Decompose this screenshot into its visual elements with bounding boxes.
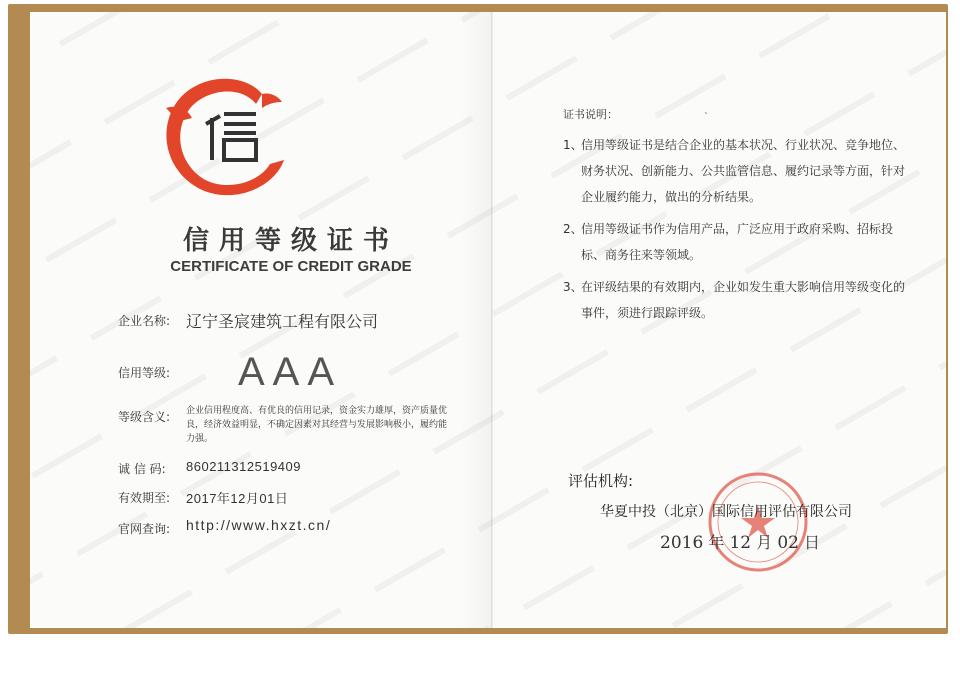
notes-heading: 证书说明： <box>563 108 618 121</box>
evaluator-label: 评估机构: <box>568 472 634 490</box>
credit-grade: AAA <box>238 350 343 394</box>
official-seal-icon <box>706 470 810 574</box>
issue-month: 12 <box>729 533 752 553</box>
fold-shadow <box>460 12 491 628</box>
day-unit: 日 <box>804 533 821 552</box>
validity-label: 有效期至: <box>118 491 171 505</box>
issue-date <box>660 530 820 553</box>
note-item <box>563 132 909 210</box>
company-name: 辽宁圣宸建筑工程有限公司 <box>186 312 379 331</box>
certificate-title-cn: 信用等级证书 <box>182 226 399 256</box>
month-unit: 月 <box>756 533 773 552</box>
note-text: 在评级结果的有效期内，企业如发生重大影响信用等级变化的事件，须进行跟踪评级。 <box>581 280 906 320</box>
note-number: 3、 <box>563 280 583 294</box>
grade-meaning: 企业信用程度高、有优良的信用记录，资金实力雄厚，资产质量优良，经济效益明显，不确定因素对其经营与发展影响极小，履约能力强。 <box>186 406 448 444</box>
code-label: 诚 信 码: <box>118 462 166 476</box>
website-link[interactable]: http://www.hxzt.cn/ <box>186 517 332 533</box>
issue-day: 02 <box>777 533 799 553</box>
credit-logo-icon <box>158 64 298 204</box>
integrity-code: 860211312519409 <box>186 459 301 474</box>
note-number: 2、 <box>563 222 583 236</box>
grade-label: 信用等级: <box>118 366 171 380</box>
note-item <box>563 274 909 326</box>
notes-list <box>563 132 909 332</box>
evaluator-org: 华夏中投（北京）国际信用评估有限公司 <box>600 504 852 520</box>
meaning-label: 等级含义: <box>118 410 171 424</box>
validity-date: 2017年12月01日 <box>186 491 289 506</box>
website-label: 官网查询: <box>118 522 171 536</box>
year-unit: 年 <box>708 533 725 552</box>
company-label: 企业名称: <box>118 314 171 328</box>
note-item <box>563 216 909 268</box>
issue-year: 2016 <box>660 533 704 553</box>
center-fold <box>491 12 493 628</box>
note-text: 信用等级证书是结合企业的基本状况、行业状况、竞争地位、财务状况、创新能力、公共监管信息、履约记录等方面，针对企业履约能力，做出的分析结果。 <box>581 138 906 204</box>
certificate-title-en: CERTIFICATE OF CREDIT GRADE <box>170 258 412 275</box>
ink-mark: ` <box>704 112 709 123</box>
note-text: 信用等级证书作为信用产品，广泛应用于政府采购、招标投标、商务往来等领域。 <box>581 222 894 262</box>
note-number: 1、 <box>563 138 583 152</box>
